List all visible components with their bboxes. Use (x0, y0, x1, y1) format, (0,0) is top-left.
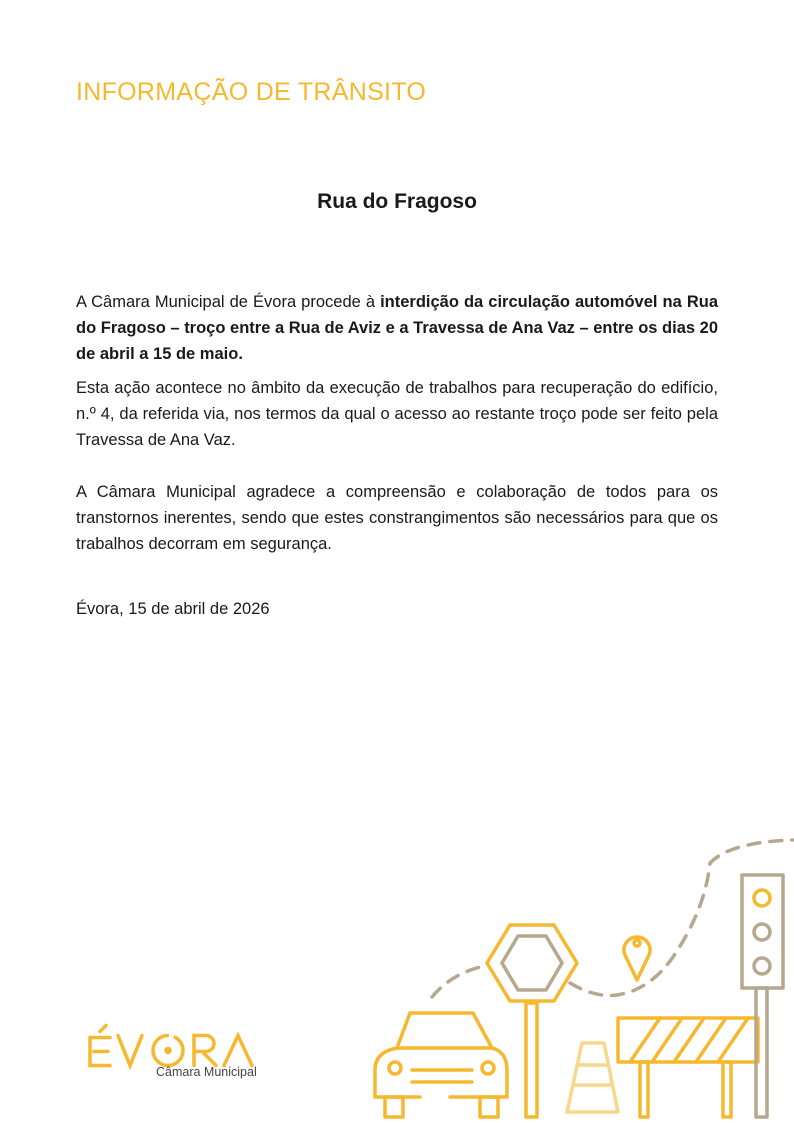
paragraph-1 (76, 289, 718, 367)
dashed-route (432, 840, 793, 997)
road-works-illustration (360, 830, 794, 1123)
paragraph-2: Esta ação acontece no âmbito da execução de trabalhos para recuperação do edifício, n.º 4, da referida via, nos termos da qual o acesso ao restante troço pode ser feito pela Travessa de Ana Vaz. (76, 379, 718, 449)
notice-body (76, 289, 718, 565)
location-pin-icon (624, 937, 650, 980)
document-header: INFORMAÇÃO DE TRÂNSITO (76, 78, 427, 106)
paragraph-3: A Câmara Municipal agradece a compreensão e colaboração de todos para os transtornos inerentes, sendo que estes constrangimentos são necessários para que os trabalhos decorram em segurança. (76, 483, 718, 553)
notice-title: Rua do Fragoso (317, 190, 477, 213)
logo-subtitle: Câmara Municipal (156, 1065, 257, 1079)
hexagon-sign-icon (487, 925, 577, 1117)
traffic-cone-icon (567, 1043, 618, 1112)
road-barrier-icon (618, 1018, 758, 1117)
paragraph-1-intro: A Câmara Municipal de Évora procede à (76, 293, 381, 311)
car-icon (375, 1013, 507, 1117)
paragraph-1-bold: interdição da circulação automóvel na Rua do Fragoso – troço entre a Rua de Aviz e a Travessa de Ana Vaz – entre os dias 20 de abril a 15 de maio. (76, 293, 718, 363)
traffic-light-icon (742, 875, 783, 1117)
notice-date: Évora, 15 de abril de 2026 (76, 600, 270, 618)
